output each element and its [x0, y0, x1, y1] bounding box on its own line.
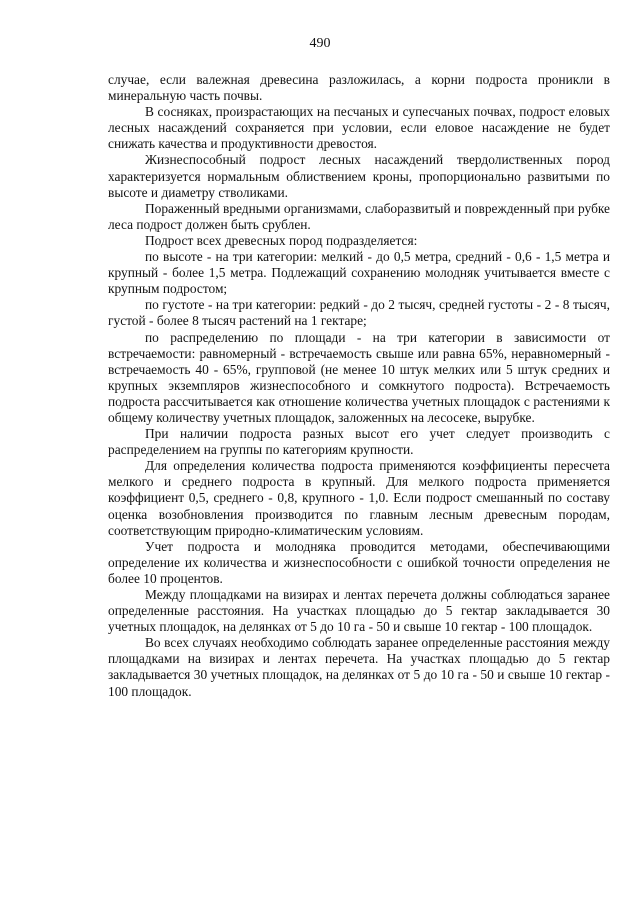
paragraph: Жизнеспособный подрост лесных насаждений твердолиственных пород характеризуется нормальным облиствением кроны, пропорционально развитыми по высоте и диаметру стволиками.	[108, 152, 610, 200]
paragraph: Учет подроста и молодняка проводится методами, обеспечивающими определение их количества и жизнеспособности с ошибкой точности определения не более 10 процентов.	[108, 538, 610, 586]
paragraph: Во всех случаях необходимо соблюдать заранее определенные расстояния между площадками на визирах и лентах перечета. На участках площадью до 5 гектар закладывается 30 учетных площадок, на делянках от 5 до 10 га - 50 и свыше 10 гектар - 100 площадок.	[108, 635, 610, 699]
document-body	[108, 72, 610, 700]
paragraph: по густоте - на три категории: редкий - до 2 тысяч, средней густоты - 2 - 8 тысяч, густой - более 8 тысяч растений на 1 гектаре;	[108, 297, 610, 329]
paragraph: случае, если валежная древесина разложилась, а корни подроста проникли в минеральную часть почвы.	[108, 72, 610, 104]
paragraph: Подрост всех древесных пород подразделяется:	[145, 232, 418, 248]
page-number: 490	[309, 36, 331, 51]
paragraph: При наличии подроста разных высот его учет следует производить с распределением на группы по категориям крупности.	[108, 426, 610, 458]
paragraph: по распределению по площади - на три категории в зависимости от встречаемости: равномерный - встречаемость свыше или равна 65%, неравномерный - встречаемость 40 - 65%, групповой (не менее 10 штук мелких или 5 штук средних и крупных экземпляров жизнеспособного и сомкнутого подроста). Встречаемость подроста рассчитывается как отношение количества учетных площадок с растениями к общему количеству учетных площадок, заложенных на лесосеке, вырубке.	[108, 329, 610, 425]
paragraph: по высоте - на три категории: мелкий - до 0,5 метра, средний - 0,6 - 1,5 метра и крупный - более 1,5 метра. Подлежащий сохранению молодняк учитывается вместе с крупным подростом;	[108, 249, 610, 297]
paragraph: Для определения количества подроста применяются коэффициенты пересчета мелкого и среднего подроста в крупный. Для мелкого подроста применяется коэффициент 0,5, среднего - 0,8, крупного - 1,0. Если подрост смешанный по составу оценка возобновления производится по главным лесным древесным породам, соответствующим природно-климатическим условиям.	[108, 458, 610, 538]
paragraph: В сосняках, произрастающих на песчаных и супесчаных почвах, подрост еловых лесных насаждений сохраняется при условии, если еловое насаждение не будет снижать качества и продуктивности древостоя.	[108, 104, 610, 152]
paragraph: Пораженный вредными организмами, слаборазвитый и поврежденный при рубке леса подрост должен быть срублен.	[108, 200, 610, 232]
paragraph: Между площадками на визирах и лентах перечета должны соблюдаться заранее определенные расстояния. На участках площадью до 5 гектар закладывается 30 учетных площадок, на делянках от 5 до 10 га - 50 и свыше 10 гектар - 100 площадок.	[108, 587, 610, 635]
